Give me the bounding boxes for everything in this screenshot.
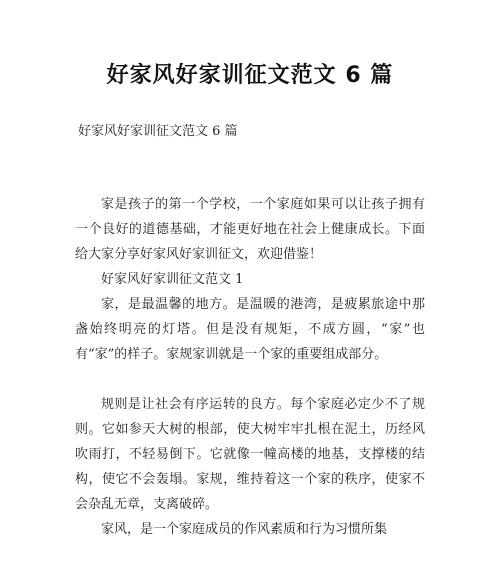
- paragraph-intro: 家是孩子的第一个学校，一个家庭如果可以让孩子拥有一个良好的道德基础，才能更好地在社会上健康成长。下面给大家分享好家风好家训征文，欢迎借鉴！: [75, 197, 425, 262]
- document-body: [75, 192, 425, 542]
- paragraph-rules: 规则是让社会有序运转的良方。每个家庭必定少不了规则。它如参天大树的根部，使大树牢牢扎根在泥土，历经风吹雨打，不轻易倒下。它就像一幢高楼的地基，支撑楼的结构，使它不会轰塌。家规，维持着这一个家的秩序，使家不会杂乱无章，支离破碎。: [75, 397, 425, 512]
- paragraph-family-style: 家风，是一个家庭成员的作风素质和行为习惯所集: [101, 522, 388, 537]
- section-heading: 好家风好家训征文范文 1: [101, 272, 244, 287]
- paragraph-home: 家，是最温馨的地方。是温暖的港湾，是疲累旅途中那盏始终明亮的灯塔。但是没有规矩，不成方圆，“家”也有“家”的样子。家规家训就是一个家的重要组成部分。: [75, 297, 425, 362]
- document-subtitle: 好家风好家训征文范文 6 篇: [78, 124, 238, 139]
- document-title: 好家风好家训征文范文 6 篇: [106, 63, 394, 88]
